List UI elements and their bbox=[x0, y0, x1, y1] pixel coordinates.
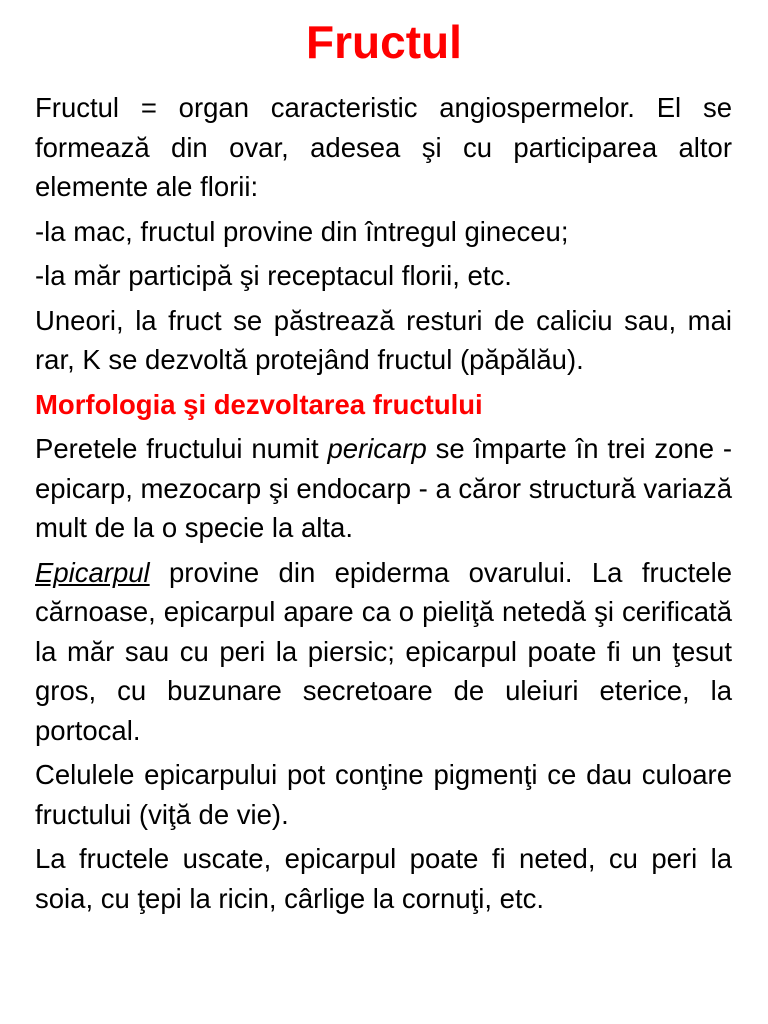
epicarp-text: provine din epiderma ovarului. La fructele cărnoase, epicarpul apare ca o pieliţă netedă şi cerificată la măr sau cu peri la piersic; epicarpul poate fi un ţesut gros, cu buzunare secretoare de uleiuri eterice, la portocal. bbox=[35, 556, 732, 746]
paragraph-fructe-uscate: La fructele uscate, epicarpul poate fi neted, cu peri la soia, cu ţepi la ricin, cârlige la cornuţi, etc. bbox=[35, 843, 732, 914]
paragraph-pericarp bbox=[35, 429, 732, 548]
paragraph-epicarp bbox=[35, 553, 732, 751]
section-subheading: Morfologia şi dezvoltarea fructului bbox=[35, 388, 483, 420]
epicarp-term: Epicarpul bbox=[35, 556, 150, 588]
paragraph-caliciu: Uneori, la fruct se păstrează resturi de caliciu sau, mai rar, K se dezvoltă protejând fructul (păpălău). bbox=[35, 304, 732, 375]
paragraph-mar: -la măr participă şi receptacul florii, etc. bbox=[35, 260, 512, 291]
slide-body bbox=[35, 88, 732, 923]
paragraph-definition: Fructul = organ caracteristic angiospermelor. El se formează din ovar, adesea şi cu participarea altor elemente ale florii: bbox=[35, 92, 732, 202]
pericarp-text-before: Peretele fructului numit bbox=[35, 433, 328, 464]
paragraph-pigmenti: Celulele epicarpului pot conţine pigmenţi ce dau culoare fructului (viţă de vie). bbox=[35, 759, 732, 830]
slide-title: Fructul bbox=[306, 16, 462, 68]
pericarp-text-after: se împarte în trei zone - epicarp, mezocarp şi endocarp - a căror structură variază mult de la o specie la alta. bbox=[35, 433, 732, 543]
pericarp-term: pericarp bbox=[327, 433, 427, 464]
paragraph-mac: -la mac, fructul provine din întregul gineceu; bbox=[35, 215, 569, 247]
